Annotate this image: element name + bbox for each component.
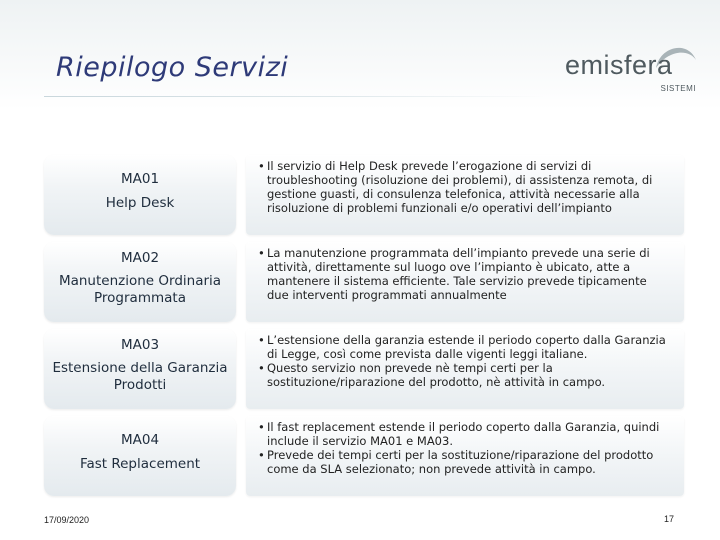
logo-subtitle: SISTEMI (660, 84, 696, 93)
service-name: Manutenzione Ordinaria Programmata (58, 273, 222, 306)
service-description (246, 416, 684, 496)
description-bullet: • Il fast replacement estende il periodo coperto dalla Garanzia, quindi include il servizio MA01 e MA03. (258, 420, 670, 448)
description-bullet: • La manutenzione programmata dell’impianto prevede una serie di attività, direttamente sul luogo ove l’impianto è ubicato, atte a mantenere il sistema efficiente. Tale servizio prevede tipicamente due interventi programmati annualmente (258, 246, 670, 302)
service-label-box (44, 416, 236, 496)
service-row-ma04 (44, 416, 684, 496)
page-number: 17 (664, 514, 675, 524)
description-bullet: • Il servizio di Help Desk prevede l’erogazione di servizi di troubleshooting (risoluzione dei problemi), di assistenza remota, di gestione guasti, di consulenza telefonica, attività necessarie alla risoluzione di problemi funzionali e/o operativi dell’impianto (258, 159, 670, 215)
service-name: Fast Replacement (79, 456, 201, 472)
service-code: MA04 (120, 432, 160, 448)
slide-title: Riepilogo Servizi (56, 52, 289, 83)
description-bullet: • Prevede dei tempi certi per la sostituzione/riparazione del prodotto come da SLA selezionato; non prevede attività in campo. (258, 448, 670, 476)
service-code: MA03 (120, 337, 160, 353)
service-name: Estensione della Garanzia Prodotti (52, 360, 228, 393)
logo-wordmark: emisfera (565, 50, 673, 80)
footer-date: 17/09/2020 (44, 515, 90, 525)
service-row-ma02 (44, 242, 684, 322)
service-code: MA01 (120, 171, 160, 187)
description-bullet: • Questo servizio non prevede nè tempi certi per la sostituzione/riparazione del prodotto, nè attività in campo. (258, 361, 670, 389)
title-divider (44, 96, 544, 97)
service-description (246, 329, 684, 409)
service-row-ma01 (44, 155, 684, 235)
service-row-ma03 (44, 329, 684, 409)
service-description (246, 155, 684, 235)
service-description (246, 242, 684, 322)
service-name: Help Desk (105, 195, 175, 211)
service-label-box (44, 155, 236, 235)
emisfera-logo (565, 48, 700, 98)
service-label-box (44, 329, 236, 409)
description-bullet: • L’estensione della garanzia estende il periodo coperto dalla Garanzia di Legge, così come prevista dalle vigenti leggi italiane. (258, 333, 670, 361)
service-code: MA02 (120, 250, 160, 266)
service-label-box (44, 242, 236, 322)
